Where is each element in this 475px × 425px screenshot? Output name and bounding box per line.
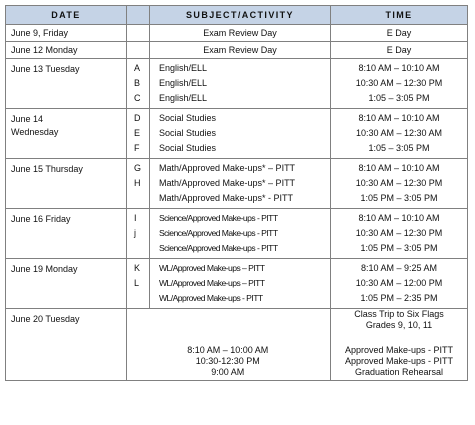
- time-cell: [331, 59, 468, 109]
- date-cell: June 20 Tuesday: [6, 309, 127, 381]
- block-letter: L: [134, 278, 140, 288]
- letter-cell: [127, 209, 150, 259]
- time-line: Approved Make-ups - PITT: [344, 356, 454, 366]
- time-line: 10:30 AM – 12:00 PM: [355, 278, 443, 288]
- block-letter: I: [134, 213, 137, 223]
- subject-header: SUBJECT/ACTIVITY: [150, 6, 331, 25]
- time-line: 10:30 AM – 12:30 PM: [355, 228, 443, 238]
- time-line: 8:10 AM – 10:10 AM: [358, 63, 440, 73]
- subject-cell: [150, 159, 331, 209]
- time-header: TIME: [331, 6, 468, 25]
- subject-cell: [150, 59, 331, 109]
- date-cell: June 16 Friday: [6, 209, 127, 259]
- time-line: 1:05 PM – 3:05 PM: [360, 193, 438, 203]
- subject-line: Math/Approved Make-ups* - PITT: [159, 193, 294, 203]
- block-letter: j: [134, 228, 136, 238]
- time-cell: E Day: [331, 42, 468, 59]
- table-row: [6, 25, 468, 42]
- time-line: 8:10 AM – 9:25 AM: [360, 263, 438, 273]
- time-line: 1:05 – 3:05 PM: [368, 93, 430, 103]
- block-letter: B: [134, 78, 141, 88]
- time-cell: E Day: [331, 25, 468, 42]
- block-letter: [127, 291, 149, 306]
- block-letter: H: [134, 178, 141, 188]
- subject-cell: Exam Review Day: [150, 42, 331, 59]
- time-line: Approved Make-ups - PITT: [344, 345, 454, 355]
- time-line: 1:05 PM – 3:05 PM: [360, 243, 438, 253]
- time-cell: [331, 259, 468, 309]
- table-row: [6, 159, 468, 209]
- letter-header: [127, 6, 150, 25]
- block-letter: E: [134, 128, 141, 138]
- block-letter: C: [134, 93, 141, 103]
- time-line: 10:30 AM – 12:30 PM: [355, 178, 443, 188]
- exam-schedule-table: [5, 5, 468, 381]
- subject-cell: [150, 259, 331, 309]
- time-line: 1:05 PM – 2:35 PM: [360, 293, 438, 303]
- letter-cell: [127, 42, 150, 59]
- subject-line: 10:30-12:30 PM: [195, 356, 260, 366]
- time-line: 8:10 AM – 10:10 AM: [358, 163, 440, 173]
- subject-line: Social Studies: [159, 143, 217, 153]
- time-cell: [331, 309, 468, 381]
- date-cell: June 9, Friday: [6, 25, 127, 42]
- letter-cell: [127, 59, 150, 109]
- subject-line: Science/Approved Make-ups - PITT: [159, 228, 278, 238]
- subject-line: WL/Approved Make-ups - PITT: [159, 293, 263, 303]
- date-header: DATE: [6, 6, 127, 25]
- time-line: 10:30 AM – 12:30 PM: [355, 78, 443, 88]
- subject-line: English/ELL: [159, 93, 208, 103]
- subject-cell: [150, 109, 331, 159]
- subject-line: Math/Approved Make-ups* – PITT: [159, 163, 296, 173]
- table-row: [6, 309, 468, 381]
- letter-cell: [127, 25, 150, 42]
- subject-cell: [150, 309, 331, 381]
- subject-line: 9:00 AM: [211, 367, 245, 377]
- date-cell: June 13 Tuesday: [6, 59, 127, 109]
- table-row: [6, 42, 468, 59]
- table-row: [6, 259, 468, 309]
- time-line: 1:05 – 3:05 PM: [368, 143, 430, 153]
- letter-cell: [127, 159, 150, 209]
- subject-line: WL/Approved Make-ups – PITT: [159, 263, 265, 273]
- subject-cell: Exam Review Day: [150, 25, 331, 42]
- subject-line: English/ELL: [159, 78, 208, 88]
- table-row: [6, 109, 468, 159]
- subject-line: Science/Approved Make-ups - PITT: [159, 243, 278, 253]
- time-line: 10:30 AM – 12:30 AM: [355, 128, 443, 138]
- block-letter: K: [134, 263, 141, 273]
- block-letter: D: [134, 113, 141, 123]
- block-letter: A: [134, 63, 141, 73]
- letter-cell: [127, 109, 150, 159]
- table-row: [6, 59, 468, 109]
- time-line: Graduation Rehearsal: [354, 367, 444, 377]
- date-cell: June 12 Monday: [6, 42, 127, 59]
- time-line: 8:10 AM – 10:10 AM: [358, 113, 440, 123]
- subject-cell: [150, 209, 331, 259]
- subject-line: Social Studies: [159, 113, 217, 123]
- block-letter: [127, 241, 149, 256]
- date-cell: June 15 Thursday: [6, 159, 127, 209]
- block-letter: F: [134, 143, 140, 153]
- date-cell: June 14 Wednesday: [6, 109, 127, 159]
- subject-line: 8:10 AM – 10:00 AM: [187, 345, 269, 355]
- subject-line: Math/Approved Make-ups* – PITT: [159, 178, 296, 188]
- time-line: Grades 9, 10, 11: [365, 320, 433, 330]
- time-cell: [331, 209, 468, 259]
- letter-cell: [127, 259, 150, 309]
- subject-line: WL/Approved Make-ups – PITT: [159, 278, 265, 288]
- subject-line: Social Studies: [159, 128, 217, 138]
- header-row: [6, 6, 468, 25]
- time-line: 8:10 AM – 10:10 AM: [358, 213, 440, 223]
- time-cell: [331, 159, 468, 209]
- subject-line: English/ELL: [159, 63, 208, 73]
- subject-line: Science/Approved Make-ups - PITT: [159, 213, 278, 223]
- block-letter: G: [134, 163, 142, 173]
- date-cell: June 19 Monday: [6, 259, 127, 309]
- time-cell: [331, 109, 468, 159]
- time-line: Class Trip to Six Flags: [354, 309, 444, 319]
- table-row: [6, 209, 468, 259]
- block-letter: [127, 191, 149, 206]
